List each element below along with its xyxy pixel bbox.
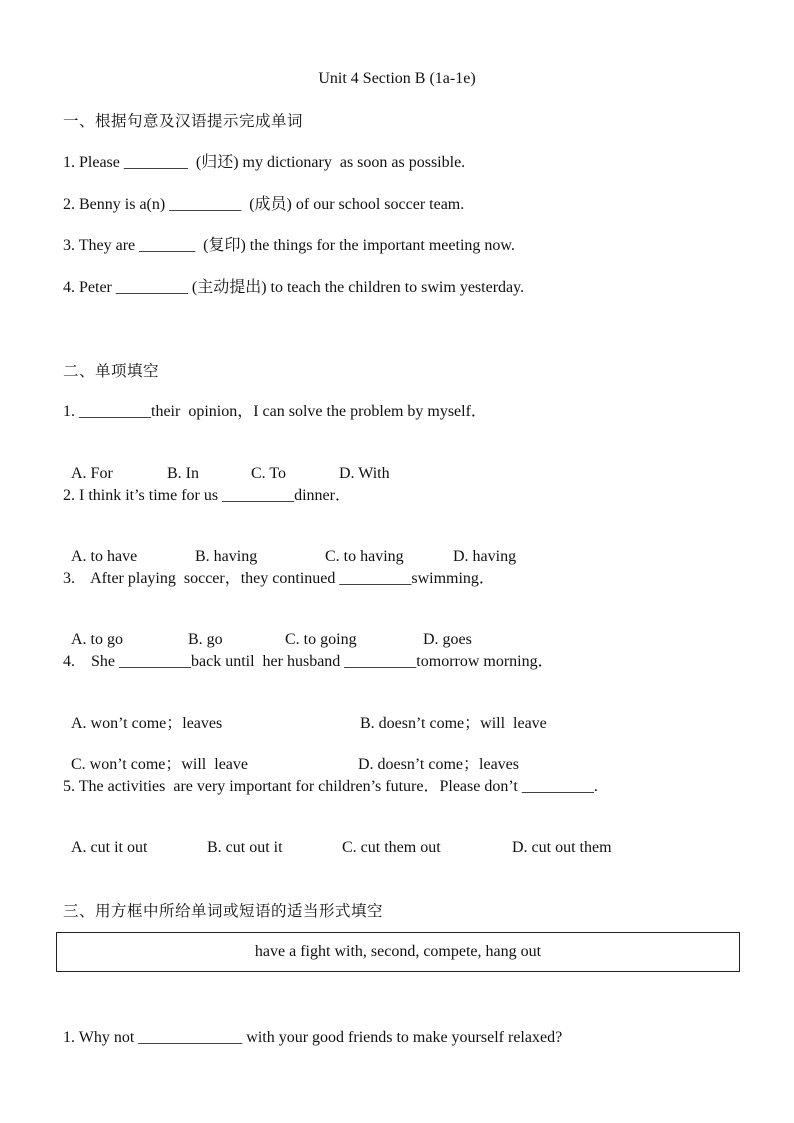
question-2-options [63,527,516,567]
question-1-option-c: C. To [251,465,287,482]
question-3-option-d: D. goes [423,631,472,648]
question-2-option-a: A. to have [71,548,138,565]
question-4-stem: 4. She _________back until her husband _________tomorrow morning． [63,653,554,670]
question-2-option-d: D. having [453,548,517,565]
question-5-option-b: B. cut out it [207,839,283,856]
question-4-option-b: B. doesn’t come；will leave [360,715,547,732]
question-1-stem: 1. _________their opinion，I can solve the problem by myself． [63,403,487,420]
question-1-option-d: D. With [339,465,390,482]
question-2-option-c: C. to having [325,548,404,565]
word-box-text: have a fight with, second, compete, hang out [254,943,542,960]
question-3-option-a: A. to go [71,631,123,648]
question-1-options [63,444,390,484]
question-3-option-c: C. to going [285,631,357,648]
word-box [56,932,740,972]
question-3-option-b: B. go [188,631,223,648]
question-1-option-a: A. For [71,465,113,482]
question-4-options-row-1 [63,694,547,734]
question-4-options-row-2 [63,735,519,775]
section1-item-3: 3. They are _______ (复印) the things for the important meeting now. [63,237,515,254]
question-3-options [63,610,472,650]
section2-heading: 二、单项填空 [63,362,160,380]
question-2-stem: 2. I think it’s time for us _________dinner． [63,487,351,504]
section1-item-4: 4. Peter _________ (主动提出) to teach the children to swim yesterday. [63,279,525,296]
page-title: Unit 4 Section B (1a-1e) [318,70,476,87]
section3-heading: 三、用方框中所给单词或短语的适当形式填空 [63,902,384,920]
question-5-option-a: A. cut it out [71,839,148,856]
question-1-option-b: B. In [167,465,199,482]
question-4-option-c: C. won’t come；will leave [71,756,249,773]
question-4-option-a: A. won’t come；leaves [71,715,223,732]
question-5-option-c: C. cut them out [342,839,441,856]
question-2-option-b: B. having [195,548,258,565]
section1-heading: 一、根据句意及汉语提示完成单词 [63,112,304,130]
section1-item-1: 1. Please ________ (归还) my dictionary as soon as possible. [63,154,466,171]
question-4-option-d: D. doesn’t come；leaves [358,756,519,773]
section1-item-2: 2. Benny is a(n) _________ (成员) of our school soccer team. [63,196,465,213]
question-5-option-d: D. cut out them [512,839,612,856]
section3-item-1: 1. Why not _____________ with your good friends to make yourself relaxed? [63,1029,563,1046]
question-3-stem: 3. After playing soccer，they continued _________swimming． [63,570,495,587]
question-5-stem: 5. The activities are very important for children’s future．Please don’t _________. [63,778,598,795]
question-5-options [63,818,612,858]
